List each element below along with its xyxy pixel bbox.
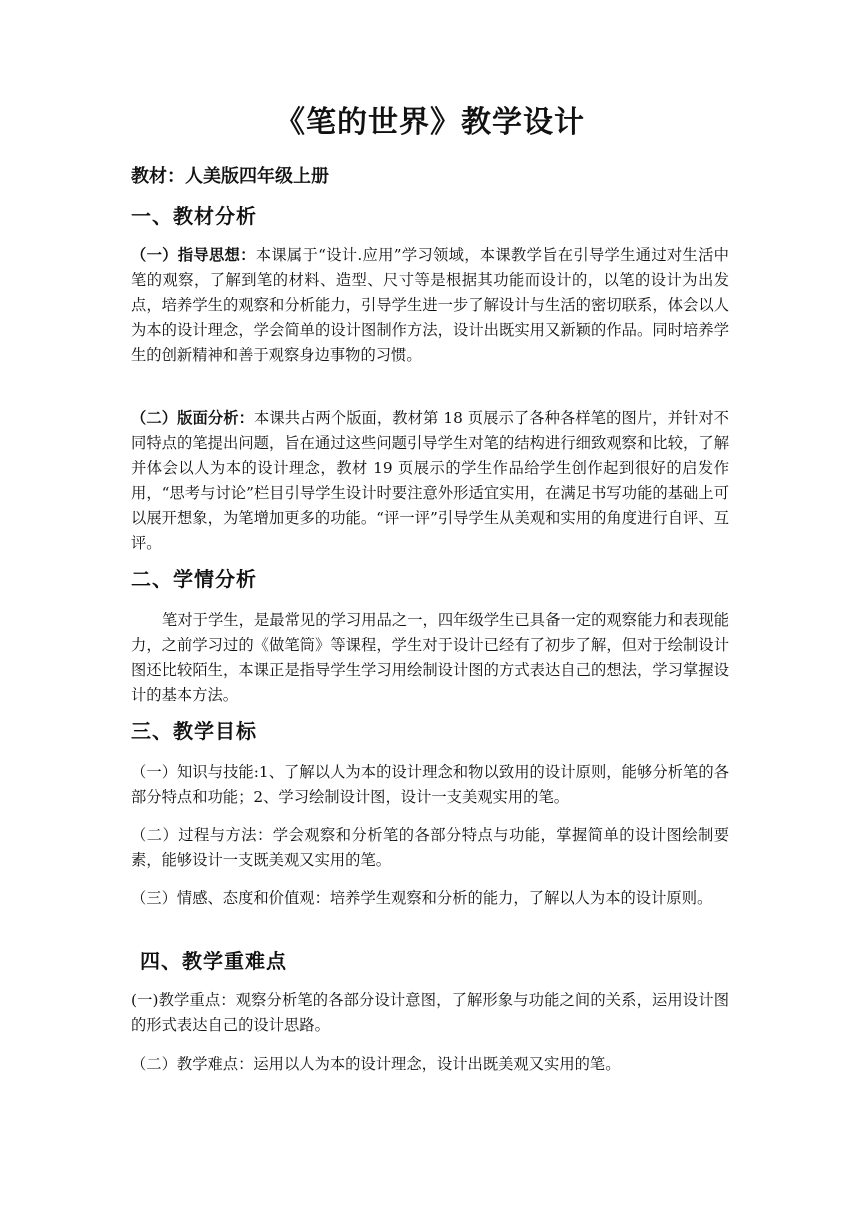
section-heading-material-analysis: 一、教材分析 [131,204,257,228]
section-heading-teaching-objectives: 三、教学目标 [131,719,257,743]
section-heading-student-analysis: 二、学情分析 [131,567,257,591]
paragraph-lead: （一）指导思想： [131,246,256,264]
paragraph-text: 本课属于“设计.应用”学习领域，本课教学旨在引导学生通过对生活中笔的观察，了解到笔的材料、造型、尺寸等是根据其功能而设计的，以笔的设计为出发点，培养学生的观察和分析能力，引导学生进一步了解设计与生活的密切联系，体会以人为本的设计理念，学会简单的设计图制作方法，设计出既实用又新颖的作品。同时培养学生的创新精神和善于观察身边事物的习惯。 [131,246,729,364]
paragraph-objective-knowledge: （一）知识与技能:1、了解以人为本的设计理念和物以致用的设计原则，能够分析笔的各部分特点和功能；2、学习绘制设计图，设计一支美观实用的笔。 [131,763,729,806]
paragraph-objective-attitude: （三）情感、态度和价值观：培养学生观察和分析的能力，了解以人为本的设计原则。 [131,889,713,907]
paragraph-objective-process: （二）过程与方法：学会观察和分析笔的各部分特点与功能，掌握简单的设计图绘制要素，能够设计一支既美观又实用的笔。 [131,826,729,869]
textbook-info: 教材：人美版四年级上册 [131,166,329,187]
paragraph-student-analysis: 笔对于学生，是最常见的学习用品之一，四年级学生已具备一定的观察能力和表现能力，之前学习过的《做笔筒》等课程，学生对于设计已经有了初步了解，但对于绘制设计图还比较陌生，本课正是指导学生学习用绘制设计图的方式表达自己的想法，学习掌握设计的基本方法。 [131,611,729,704]
paragraph-layout-analysis [131,406,729,556]
paragraph-text: 本课共占两个版面，教材第 18 页展示了各种各样笔的图片，并针对不同特点的笔提出问题，旨在通过这些问题引导学生对笔的结构进行细致观察和比较，了解并体会以人为本的设计理念，教材 19 页展示的学生作品给学生创作起到很好的启发作用，“思考与讨论”栏目引导学生设计时要注意外形适宜实用，在满足书写功能的基础上可以展开想象，为笔增加更多的功能。“评一评”引导学生从美观和实用的角度进行自评、互评。 [131,409,729,552]
document-title: 《笔的世界》教学设计 [275,105,585,140]
section-heading-key-difficult-points: 四、教学重难点 [140,949,287,973]
paragraph-difficult-point: （二）教学难点：运用以人为本的设计理念，设计出既美观又实用的笔。 [131,1055,621,1073]
paragraph-lead: （二）版面分析： [131,409,254,427]
paragraph-guiding-idea [131,243,729,368]
paragraph-key-point: (一)教学重点：观察分析笔的各部分设计意图，了解形象与功能之间的关系，运用设计图的形式表达自己的设计思路。 [131,991,729,1034]
